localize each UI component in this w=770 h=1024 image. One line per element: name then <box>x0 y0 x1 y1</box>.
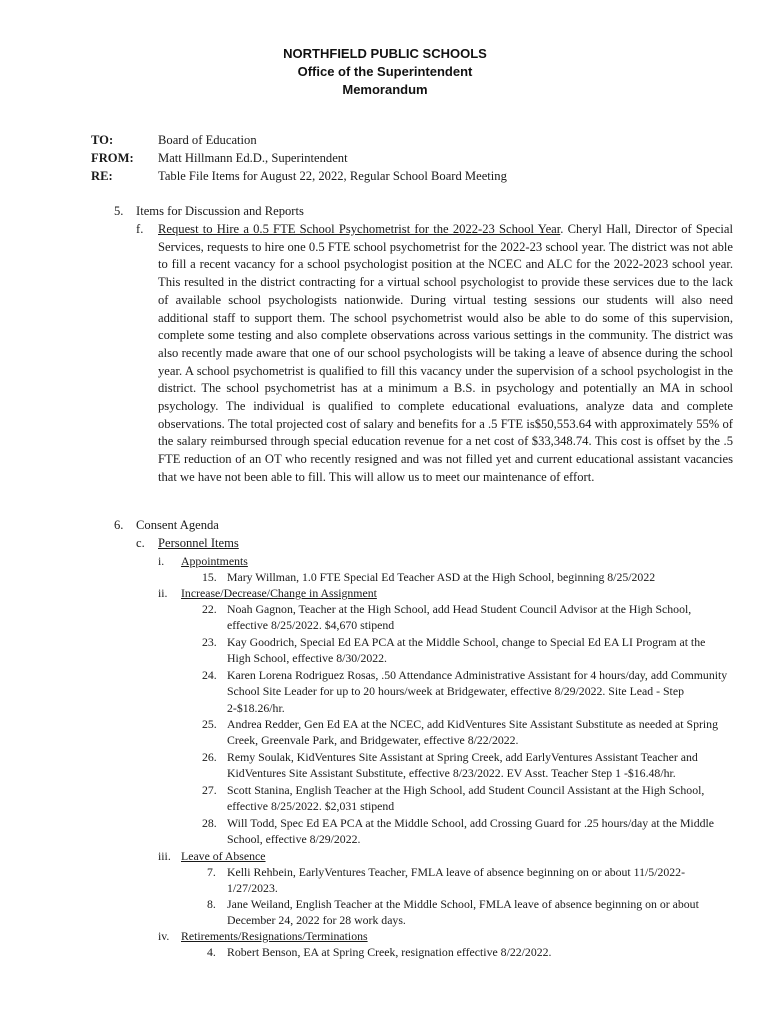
list-item: Kay Goodrich, Special Ed EA PCA at the Middle School, change to Special Ed EA LI Program at the High School, effective 8/30/2022. <box>227 635 706 666</box>
list-item-number: 22. <box>202 602 217 616</box>
from-label: FROM: <box>91 151 134 165</box>
item-f-body: . Cheryl Hall, Director of Special Services, requests to hire one 0.5 FTE school psychometrist for the 2022-23 school year. The district was not able to fill a recent vacancy for a school psychologist position at the NCEC and ALC for the 2022-2023 school year. This resulted in the district contracting for a virtual school psychologist to provide these services due to the lack of available school psychologists nationwide. During virtual testing sessions our students will also need additional staff to support them. The school psychometrist would also be able to do some of this supervision, complete some testing and also complete observations across various settings in the community. The district was also recently made aware that one of our school psychologists will be taking a leave of absence during the school year. A school psychometrist is qualified to fill this vacancy under the supervision of a school psychologist in the district. The school psychometrist has at a minimum a B.S. in psychology and potentially an MA in school psychology. The individual is qualified to complete educational evaluations, analyze data and complete observations. The total projected cost of salary and benefits for a .5 FTE is$50,553.64 with approximately 55% of the salary reimbursed through special education revenue for a net cost of $33,348.74. This cost is offset by the .5 FTE reduction of an OT who recently resigned and was not filled yet and current educational assistant vacancies that we have not been able to fill. This will allow us to meet our maintenance of effort. <box>158 222 734 484</box>
item-f-letter: f. <box>136 222 144 236</box>
list-item: Kelli Rehbein, EarlyVentures Teacher, FMLA leave of absence beginning on or about 11/5/2022-1/27/2023. <box>227 865 685 896</box>
changes-numeral: ii. <box>158 586 168 600</box>
list-item-number: 4. <box>207 945 216 959</box>
re-value: Table File Items for August 22, 2022, Regular School Board Meeting <box>158 169 507 183</box>
list-item-number: 28. <box>202 816 217 830</box>
list-item: Andrea Redder, Gen Ed EA at the NCEC, add KidVentures Site Assistant Substitute as needed at Spring Creek, Greenvale Park, and Bridgewater, effective 8/22/2022. <box>227 717 718 748</box>
office-name: Office of the Superintendent <box>297 64 473 79</box>
list-item: Scott Stanina, English Teacher at the High School, add Student Council Assistant at the High School, effective 8/25/2022. $2,031 stipend <box>227 783 705 814</box>
list-item-number: 15. <box>202 570 217 584</box>
list-item-number: 25. <box>202 717 217 731</box>
item-f-paragraph <box>158 221 733 487</box>
list-item-number: 23. <box>202 635 217 649</box>
list-item: Noah Gagnon, Teacher at the High School, add Head Student Council Advisor at the High School, effective 8/25/2022. $4,670 stipend <box>227 602 692 633</box>
section-5-number: 5. <box>114 204 124 218</box>
retirements-title: Retirements/Resignations/Terminations <box>181 929 368 943</box>
item-c-letter: c. <box>136 536 145 550</box>
list-item: Will Todd, Spec Ed EA PCA at the Middle School, add Crossing Guard for .25 hours/day at the Middle School, effective 8/29/2022. <box>227 816 715 847</box>
item-f-title: Request to Hire a 0.5 FTE School Psychometrist for the 2022-23 School Year <box>158 222 561 236</box>
appointments-numeral: i. <box>158 554 165 568</box>
list-item: Mary Willman, 1.0 FTE Special Ed Teacher ASD at the High School, beginning 8/25/2022 <box>227 570 656 584</box>
leave-numeral: iii. <box>158 849 171 863</box>
section-6-title: Consent Agenda <box>136 518 219 532</box>
list-item: Jane Weiland, English Teacher at the Middle School, FMLA leave of absence beginning on or about December 24, 2022 for 28 work days. <box>227 897 699 928</box>
changes-title: Increase/Decrease/Change in Assignment <box>181 586 377 600</box>
memo-title: Memorandum <box>342 82 428 97</box>
retirements-numeral: iv. <box>158 929 170 943</box>
to-value: Board of Education <box>158 133 257 147</box>
appointments-title: Appointments <box>181 554 248 568</box>
list-item: Karen Lorena Rodriguez Rosas, .50 Attendance Administrative Assistant for 4 hours/day, add Community School Site Leader for up to 20 hours/week at Bridgewater, effective 8/29/2022. Site Lead - Step 2-$18.26/hr. <box>227 668 728 715</box>
section-5-title: Items for Discussion and Reports <box>136 204 304 218</box>
leave-title: Leave of Absence <box>181 849 266 863</box>
re-label: RE: <box>91 169 113 183</box>
item-c-title: Personnel Items <box>158 536 239 550</box>
district-name: NORTHFIELD PUBLIC SCHOOLS <box>283 46 487 61</box>
list-item-number: 26. <box>202 750 217 764</box>
list-item-number: 7. <box>207 865 216 879</box>
list-item-number: 27. <box>202 783 217 797</box>
list-item: Robert Benson, EA at Spring Creek, resignation effective 8/22/2022. <box>227 945 552 959</box>
section-6-number: 6. <box>114 518 124 532</box>
to-label: TO: <box>91 133 114 147</box>
list-item: Remy Soulak, KidVentures Site Assistant at Spring Creek, add EarlyVentures Assistant Teacher and KidVentures Site Assistant Substitute, effective 8/23/2022. EV Asst. Teacher Step 1 -$16.48/hr. <box>227 750 698 781</box>
from-value: Matt Hillmann Ed.D., Superintendent <box>158 151 348 165</box>
list-item-number: 8. <box>207 897 216 911</box>
list-item-number: 24. <box>202 668 217 682</box>
